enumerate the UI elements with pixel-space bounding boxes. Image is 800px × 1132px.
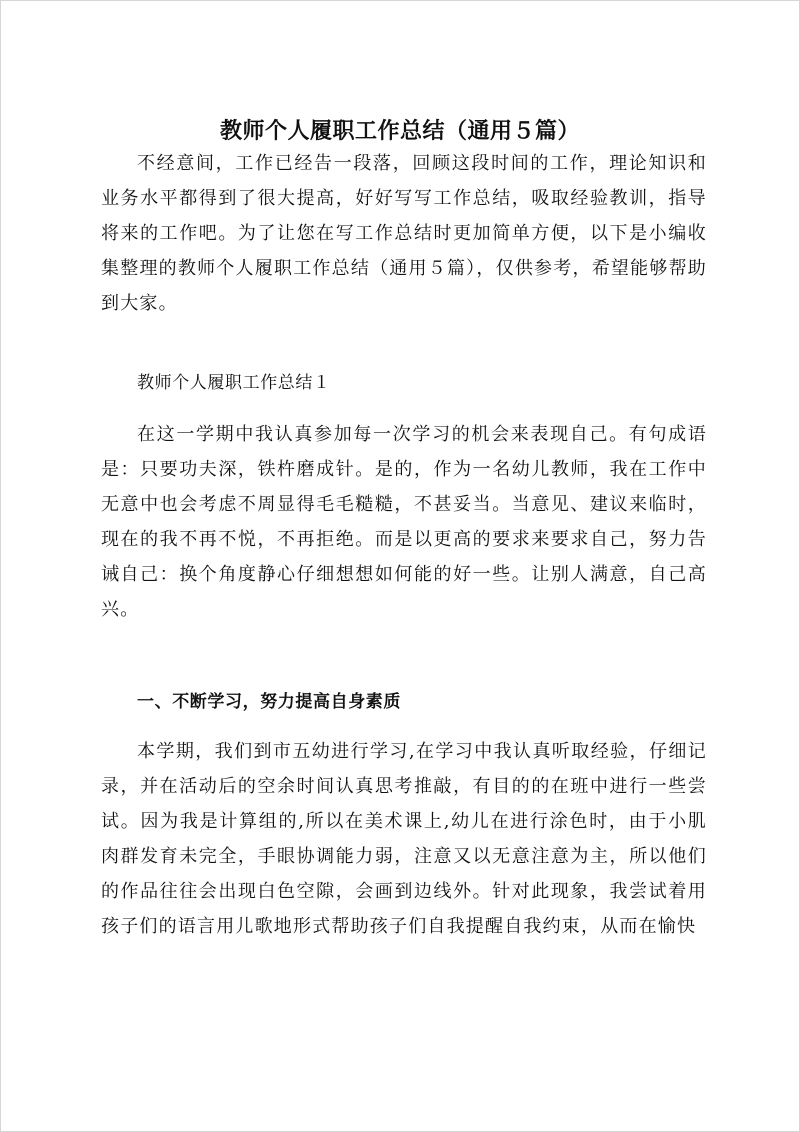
body-paragraph-1: 在这一学期中我认真参加每一次学习的机会来表现自己。有句成语是：只要功夫深，铁杵磨成针。是的，作为一名幼儿教师，我在工作中无意中也会考虑不周显得毛毛糙糙，不甚妥当。当意见、建议来临时，现在的我不再不悦，不再拒绝。而是以更高的要求来要求自己，努力告诫自己：换个角度静心仔细想想如何能的好一些。让别人满意，自己高兴。 (101, 424, 707, 620)
subheading-1: 教师个人履职工作总结１ (137, 373, 331, 393)
intro-paragraph: 不经意间，工作已经告一段落，回顾这段时间的工作，理论知识和业务水平都得到了很大提高，好好写写工作总结，吸取经验教训，指导将来的工作吧。为了让您在写工作总结时更加简单方便，以下是小编收集整理的教师个人履职工作总结（通用５篇），仅供参考，希望能够帮助到大家。 (101, 153, 707, 314)
section-heading-1: 一、不断学习，努力提高自身素质 (137, 692, 401, 712)
document-title: 教师个人履职工作总结（通用５篇） (219, 117, 580, 144)
body-paragraph-2: 本学期，我们到市五幼进行学习,在学习中我认真听取经验，仔细记录，并在活动后的空余时间认真思考推敲，有目的的在班中进行一些尝试。因为我是计算组的,所以在美术课上,幼儿在进行涂色时，由于小肌肉群发育未完全，手眼协调能力弱，注意又以无意注意为主，所以他们的作品往往会出现白色空隙，会画到边线外。针对此现象，我尝试着用孩子们的语言用儿歌地形式帮助孩子们自我提醒自我约束，从而在愉快 (101, 741, 707, 937)
